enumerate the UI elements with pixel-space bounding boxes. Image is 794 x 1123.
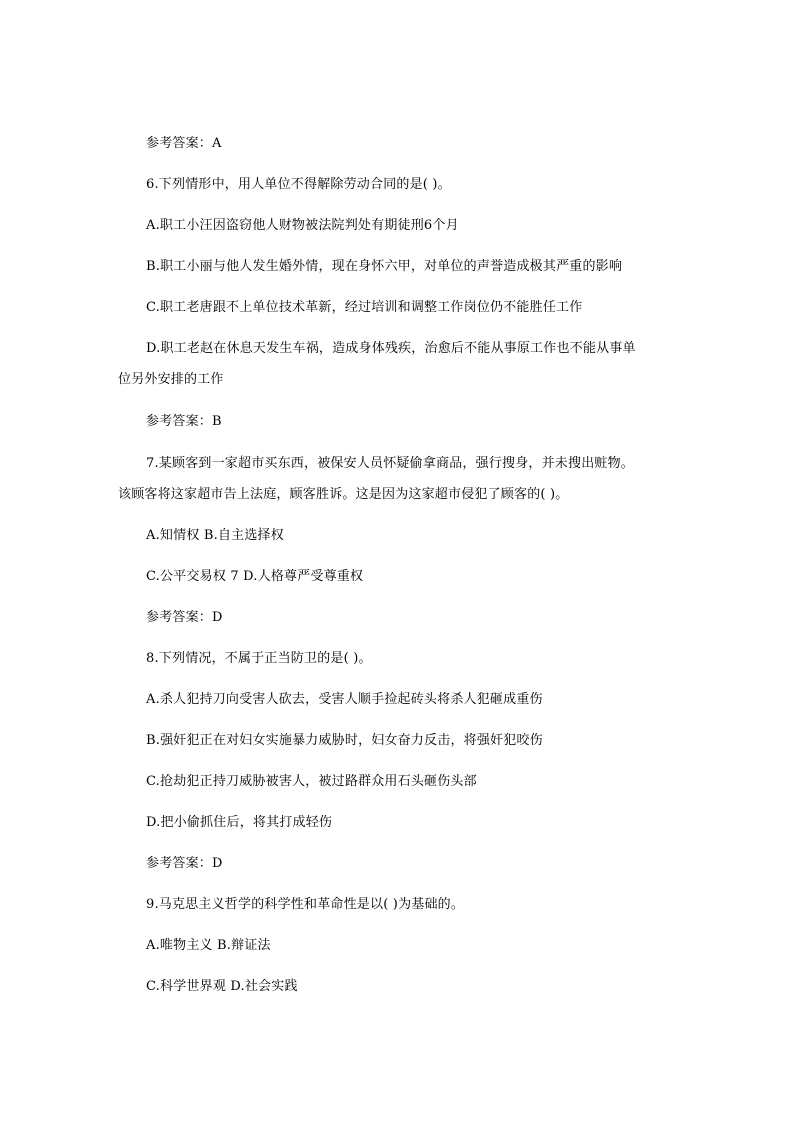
answer-q8: 参考答案：D xyxy=(146,856,223,871)
question-9: 9.马克思主义哲学的科学性和革命性是以( )为基础的。 xyxy=(146,897,465,912)
q6-option-c: C.职工老唐跟不上单位技术革新，经过培训和调整工作岗位仍不能胜任工作 xyxy=(146,300,583,315)
question-8: 8.下列情况，不属于正当防卫的是( )。 xyxy=(146,651,372,666)
question-7-line2: 该顾客将这家超市告上法庭，顾客胜诉。这是因为这家超市侵犯了顾客的( )。 xyxy=(118,487,569,502)
q8-option-b: B.强奸犯正在对妇女实施暴力威胁时，妇女奋力反击，将强奸犯咬伤 xyxy=(146,733,543,748)
q6-option-d-line2: 位另外安排的工作 xyxy=(118,372,224,387)
q7-options-ab: A.知情权 B.自主选择权 xyxy=(146,528,284,543)
q9-options-cd: C.科学世界观 D.社会实践 xyxy=(146,979,298,994)
answer-q6: 参考答案：B xyxy=(146,414,222,429)
q8-option-c: C.抢劫犯正持刀威胁被害人，被过路群众用石头砸伤头部 xyxy=(146,774,477,789)
q9-options-ab: A.唯物主义 B.辩证法 xyxy=(146,938,271,953)
answer-q5: 参考答案：A xyxy=(146,136,222,151)
q6-option-d-line1: D.职工老赵在休息天发生车祸，造成身体残疾，治愈后不能从事原工作也不能从事单 xyxy=(146,341,636,356)
q6-option-b: B.职工小丽与他人发生婚外情，现在身怀六甲，对单位的声誉造成极其严重的影响 xyxy=(146,259,623,274)
q6-option-a: A.职工小汪因盗窃他人财物被法院判处有期徒刑6个月 xyxy=(146,218,459,233)
q8-option-d: D.把小偷抓住后，将其打成轻伤 xyxy=(146,815,333,830)
question-6: 6.下列情形中，用人单位不得解除劳动合同的是( )。 xyxy=(146,177,451,192)
q8-option-a: A.杀人犯持刀向受害人砍去，受害人顺手捡起砖头将杀人犯砸成重伤 xyxy=(146,692,543,707)
answer-q7: 参考答案：D xyxy=(146,610,223,625)
q7-options-cd: C.公平交易权 7 D.人格尊严受尊重权 xyxy=(146,569,364,584)
question-7-line1: 7.某顾客到一家超市买东西，被保安人员怀疑偷拿商品，强行搜身，并未搜出赃物。 xyxy=(146,456,635,471)
